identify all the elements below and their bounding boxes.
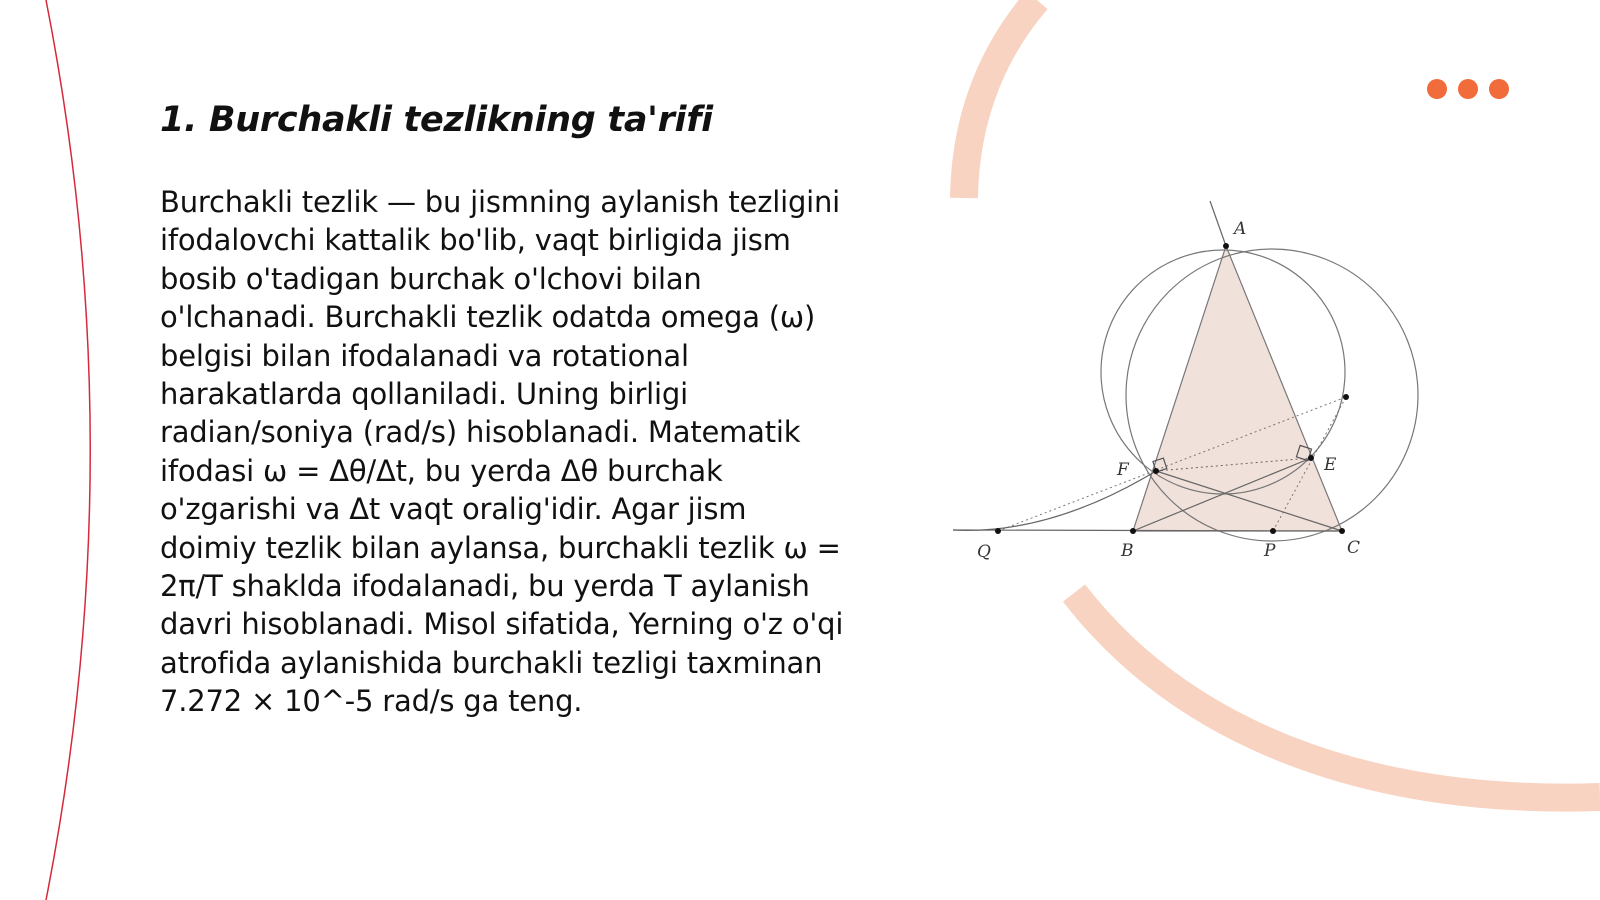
point-c	[1339, 528, 1345, 534]
point-e	[1308, 455, 1314, 461]
ring-arc-top	[964, 0, 1037, 198]
point-f	[1153, 468, 1159, 474]
point-b	[1130, 528, 1136, 534]
line-extension	[1210, 201, 1226, 246]
label-e: E	[1324, 455, 1337, 475]
ring-arc-bottom	[1074, 593, 1600, 798]
menu-dots-icon[interactable]	[1427, 79, 1509, 99]
point-q	[995, 528, 1001, 534]
left-accent-line	[46, 0, 90, 900]
label-a: A	[1234, 219, 1247, 239]
slide-title: 1. Burchakli tezlikning ta'rifi	[160, 100, 713, 140]
label-q: Q	[977, 542, 991, 562]
point-a	[1223, 243, 1229, 249]
label-f: F	[1117, 460, 1129, 480]
geometry-figure	[945, 195, 1420, 570]
dot-icon	[1458, 79, 1478, 99]
slide-body-text: Burchakli tezlik — bu jismning aylanish tezligini ifodalovchi kattalik bo'lib, vaqt birligida jism bosib o'tadigan burchak o'lchovi bilan o'lchanadi. Burchakli tezlik odatda omega (ω) belgisi bilan ifodalanadi va rotational harakatlarda qollaniladi. Uning birligi radian/soniya (rad/s) hisoblanadi. Matematik ifodasi ω = Δθ/Δt, bu yerda Δθ burchak o'zgarishi va Δt vaqt oralig'idir. Agar jism doimiy tezlik bilan aylansa, burchakli tezlik ω = 2π/T shaklda ifodalanadi, bu yerda T aylanish davri hisoblanadi. Misol sifatida, Yerning o'z o'qi atrofida aylanishida burchakli tezligi taxminan 7.272 × 10^-5 rad/s ga teng.	[160, 185, 844, 719]
label-c: C	[1347, 538, 1361, 558]
point-top-right	[1343, 394, 1349, 400]
label-p: P	[1264, 541, 1276, 561]
label-b: B	[1121, 541, 1134, 561]
point-p	[1270, 528, 1276, 534]
dot-icon	[1489, 79, 1509, 99]
dot-icon	[1427, 79, 1447, 99]
